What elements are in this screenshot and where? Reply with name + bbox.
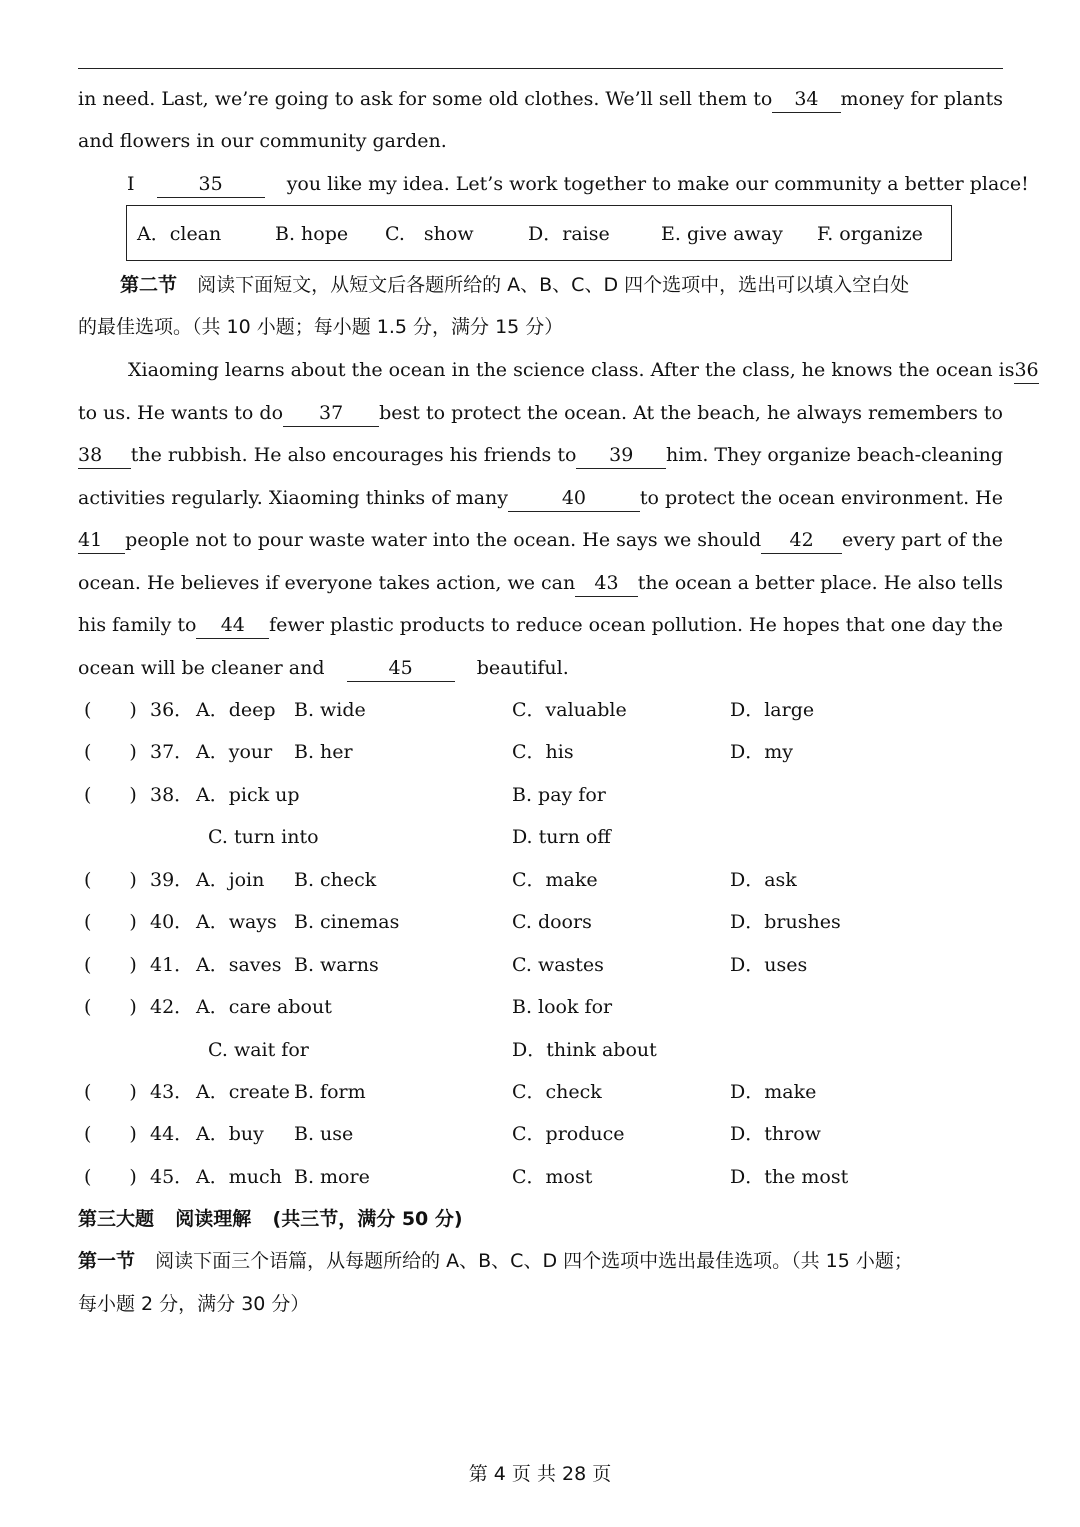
option-a: A．buy bbox=[196, 1123, 264, 1145]
option-b: B. check bbox=[294, 869, 377, 891]
cloze-text: every part of the bbox=[842, 529, 1003, 551]
blank-38: 38 bbox=[78, 442, 131, 469]
header-rule bbox=[78, 68, 1003, 69]
answer-bracket: ( ) bbox=[84, 1123, 137, 1145]
cloze-text: ocean. He believes if everyone takes action, we can bbox=[78, 572, 576, 594]
cloze-line-1 bbox=[128, 353, 1039, 387]
cloze-line-5 bbox=[78, 523, 1003, 557]
word-option-a: A．clean bbox=[137, 223, 222, 245]
passage-text: you like my idea. Let’s work together to make our community a better place! bbox=[286, 173, 1029, 195]
option-c: C．his bbox=[512, 741, 574, 763]
passage-line-1 bbox=[78, 82, 1003, 116]
cloze-text: his family to bbox=[78, 614, 197, 636]
answer-bracket: ( ) bbox=[84, 954, 137, 976]
blank-36: 36 bbox=[1014, 357, 1038, 384]
part3-title: 第三大题 bbox=[78, 1208, 155, 1230]
option-b: B. her bbox=[294, 741, 353, 763]
section1-instruction-text: 每小题 2 分，满分 30 分） bbox=[78, 1293, 310, 1315]
option-d: D．uses bbox=[730, 954, 808, 976]
option-c: C．check bbox=[512, 1081, 602, 1103]
section2-title: 第二节 bbox=[120, 274, 178, 296]
answer-bracket: ( ) bbox=[84, 869, 137, 891]
option-a: A．saves bbox=[196, 954, 282, 976]
cloze-text: to us. He wants to do bbox=[78, 402, 284, 424]
answer-bracket: ( ) bbox=[84, 741, 137, 763]
option-a: A．join bbox=[196, 869, 265, 891]
cloze-text: the ocean a better place. He also tells bbox=[637, 572, 1003, 594]
passage-text: I bbox=[127, 173, 135, 195]
cloze-text: fewer plastic products to reduce ocean pollution. He hopes that one day the bbox=[269, 614, 1003, 636]
option-a: A．deep bbox=[196, 699, 276, 721]
option-b: B. form bbox=[294, 1081, 366, 1103]
question-number: 38． bbox=[150, 784, 194, 806]
word-bank-box bbox=[126, 205, 952, 261]
cloze-text: the rubbish. He also encourages his friends to bbox=[130, 444, 577, 466]
question-number: 45． bbox=[150, 1166, 194, 1188]
answer-bracket: ( ) bbox=[84, 699, 137, 721]
answer-bracket: ( ) bbox=[84, 996, 137, 1018]
blank-44: 44 bbox=[196, 612, 269, 639]
cloze-text: Xiaoming learns about the ocean in the science class. After the class, he knows the ocean is bbox=[128, 359, 1015, 381]
part3-name: 阅读理解 bbox=[175, 1208, 252, 1230]
cloze-line-4 bbox=[78, 481, 1003, 515]
option-a: A．care about bbox=[196, 996, 332, 1018]
blank-37: 37 bbox=[283, 400, 379, 427]
cloze-text: beautiful. bbox=[476, 657, 569, 679]
option-d: D．the most bbox=[730, 1166, 849, 1188]
section1-instruction-1 bbox=[78, 1244, 1003, 1278]
option-a: A．ways bbox=[196, 911, 277, 933]
option-b: B. look for bbox=[512, 996, 613, 1018]
option-d: D．my bbox=[730, 741, 793, 763]
passage-text: in need. Last, we’re going to ask for some old clothes. We’ll sell them to bbox=[78, 88, 773, 110]
word-option-d: D．raise bbox=[528, 223, 610, 245]
blank-41: 41 bbox=[78, 527, 125, 554]
cloze-text: activities regularly. Xiaoming thinks of many bbox=[78, 487, 509, 509]
part3-heading bbox=[78, 1202, 1003, 1236]
option-c: C．most bbox=[512, 1166, 593, 1188]
section1-title: 第一节 bbox=[78, 1250, 136, 1272]
option-b: B. more bbox=[294, 1166, 370, 1188]
question-number: 37． bbox=[150, 741, 194, 763]
option-d: D．make bbox=[730, 1081, 817, 1103]
option-b: B. use bbox=[294, 1123, 354, 1145]
cloze-text: to protect the ocean environment. He bbox=[639, 487, 1003, 509]
section2-instruction-1 bbox=[120, 268, 1003, 302]
question-number: 42． bbox=[150, 996, 194, 1018]
option-d: D．think about bbox=[512, 1039, 657, 1061]
option-a: A．much bbox=[196, 1166, 282, 1188]
section2-instruction-text: 的最佳选项。（共 10 小题；每小题 1.5 分，满分 15 分） bbox=[78, 316, 564, 338]
cloze-text: best to protect the ocean. At the beach, he always remembers to bbox=[379, 402, 1003, 424]
question-number: 43． bbox=[150, 1081, 194, 1103]
cloze-text: ocean will be cleaner and bbox=[78, 657, 325, 679]
option-c: C. doors bbox=[512, 911, 592, 933]
cloze-line-7 bbox=[78, 608, 1003, 642]
question-number: 36． bbox=[150, 699, 194, 721]
option-d: D．large bbox=[730, 699, 815, 721]
option-c: C．valuable bbox=[512, 699, 627, 721]
part3-score: (共三节，满分 50 分) bbox=[272, 1208, 463, 1230]
blank-35: 35 bbox=[157, 171, 265, 198]
cloze-text: people not to pour waste water into the ocean. He says we should bbox=[125, 529, 762, 551]
option-b: B. warns bbox=[294, 954, 379, 976]
blank-34: 34 bbox=[772, 86, 840, 113]
question-number: 41． bbox=[150, 954, 194, 976]
option-c: C．make bbox=[512, 869, 598, 891]
answer-bracket: ( ) bbox=[84, 1081, 137, 1103]
cloze-line-2 bbox=[78, 396, 1003, 430]
answer-bracket: ( ) bbox=[84, 911, 137, 933]
option-a: A．pick up bbox=[196, 784, 300, 806]
blank-43: 43 bbox=[575, 570, 637, 597]
word-option-c: C. show bbox=[385, 223, 474, 245]
passage-line-2 bbox=[78, 124, 1003, 158]
word-option-e: E. give away bbox=[661, 223, 783, 245]
option-a: A．your bbox=[196, 741, 273, 763]
section1-instruction-2 bbox=[78, 1287, 1003, 1321]
option-c: C．produce bbox=[512, 1123, 625, 1145]
cloze-line-3 bbox=[78, 438, 1003, 472]
blank-40: 40 bbox=[508, 485, 640, 512]
passage-line-3 bbox=[127, 167, 1029, 201]
passage-text: and flowers in our community garden. bbox=[78, 130, 447, 152]
option-b: B. wide bbox=[294, 699, 366, 721]
cloze-text: him. They organize beach-cleaning bbox=[666, 444, 1003, 466]
word-option-b: B. hope bbox=[275, 223, 349, 245]
question-number: 39． bbox=[150, 869, 194, 891]
question-number: 44． bbox=[150, 1123, 194, 1145]
blank-42: 42 bbox=[761, 527, 842, 554]
option-d: D．throw bbox=[730, 1123, 821, 1145]
option-d: D．ask bbox=[730, 869, 797, 891]
option-c: C. wastes bbox=[512, 954, 604, 976]
option-d: D. turn off bbox=[512, 826, 611, 848]
option-c: C. wait for bbox=[208, 1039, 309, 1061]
answer-bracket: ( ) bbox=[84, 784, 137, 806]
option-d: D．brushes bbox=[730, 911, 841, 933]
cloze-line-6 bbox=[78, 566, 1003, 600]
section2-instruction-2 bbox=[78, 310, 1003, 344]
cloze-line-8 bbox=[78, 651, 1003, 685]
blank-39: 39 bbox=[576, 442, 666, 469]
option-b: B. pay for bbox=[512, 784, 606, 806]
section1-instruction-text: 阅读下面三个语篇，从每题所给的 A、B、C、D 四个选项中选出最佳选项。（共 15 小题； bbox=[155, 1250, 913, 1272]
option-b: B. cinemas bbox=[294, 911, 400, 933]
question-number: 40． bbox=[150, 911, 194, 933]
option-c: C. turn into bbox=[208, 826, 319, 848]
word-option-f: F. organize bbox=[817, 223, 923, 245]
passage-text: money for plants bbox=[840, 88, 1003, 110]
section2-instruction-text: 阅读下面短文，从短文后各题所给的 A、B、C、D 四个选项中，选出可以填入空白处 bbox=[197, 274, 910, 296]
answer-bracket: ( ) bbox=[84, 1166, 137, 1188]
page-number: 第 4 页 共 28 页 bbox=[468, 1463, 612, 1485]
blank-45: 45 bbox=[347, 655, 455, 682]
option-a: A．create bbox=[196, 1081, 290, 1103]
